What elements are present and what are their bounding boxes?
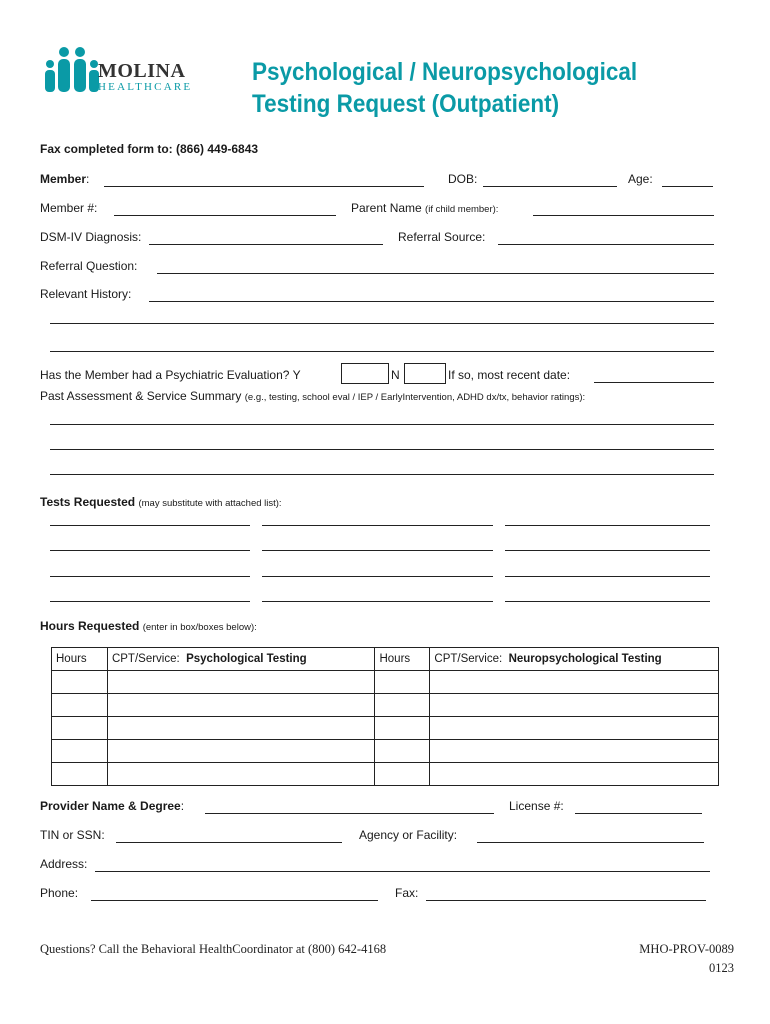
parent-name-field[interactable] <box>533 215 714 216</box>
cpt-cell[interactable] <box>430 717 719 740</box>
fax-label: Fax: <box>395 886 419 900</box>
hours-cell[interactable] <box>375 694 430 717</box>
fax-instructions: Fax completed form to: (866) 449-6843 <box>40 142 259 156</box>
relevant-history-line-3[interactable] <box>50 351 714 352</box>
address-label: Address: <box>40 857 88 871</box>
dob-field[interactable] <box>483 186 617 187</box>
test-field[interactable] <box>50 576 250 577</box>
table-row <box>52 671 719 694</box>
test-field[interactable] <box>262 525 493 526</box>
hours-header: Hours <box>375 648 430 671</box>
license-label: License #: <box>509 799 564 813</box>
agency-label: Agency or Facility: <box>359 828 458 842</box>
age-field[interactable] <box>662 186 713 187</box>
form-code-line-1: MHO-PROV-0089 <box>639 942 734 956</box>
tests-requested-label: Tests Requested (may substitute with attached list): <box>40 495 282 509</box>
hours-cell[interactable] <box>375 717 430 740</box>
license-field[interactable] <box>575 813 702 814</box>
test-field[interactable] <box>505 576 710 577</box>
member-number-field[interactable] <box>114 215 336 216</box>
referral-source-label: Referral Source: <box>398 230 486 244</box>
parent-name-label: Parent Name (if child member): <box>351 201 499 215</box>
psych-eval-no-label: N <box>391 368 400 382</box>
relevant-history-label: Relevant History: <box>40 287 132 301</box>
relevant-history-line-2[interactable] <box>50 323 714 324</box>
fax-field[interactable] <box>426 900 706 901</box>
age-label: Age: <box>628 172 653 186</box>
past-assessment-label: Past Assessment & Service Summary (e.g., testing, school eval / IEP / EarlyIntervention, ADHD dx/tx, behavior ratings): <box>40 389 586 403</box>
tin-field[interactable] <box>116 842 342 843</box>
logo-sub: HEALTHCARE <box>98 81 193 93</box>
cpt-cell[interactable] <box>430 740 719 763</box>
page-title <box>252 56 637 120</box>
hours-header: Hours <box>52 648 108 671</box>
referral-source-field[interactable] <box>498 244 714 245</box>
past-assessment-line-1[interactable] <box>50 424 714 425</box>
dsm-diagnosis-label: DSM-IV Diagnosis: <box>40 230 142 244</box>
dsm-diagnosis-field[interactable] <box>149 244 383 245</box>
cpt-cell[interactable] <box>107 717 375 740</box>
test-field[interactable] <box>50 550 250 551</box>
psych-eval-no-box[interactable] <box>404 363 446 384</box>
provider-name-label: Provider Name & Degree: <box>40 799 185 813</box>
questions-footer: Questions? Call the Behavioral HealthCoordinator at (800) 642-4168 <box>40 942 387 956</box>
table-row <box>52 763 719 786</box>
table-row <box>52 740 719 763</box>
psych-eval-yes-box[interactable] <box>341 363 389 384</box>
referral-question-field[interactable] <box>157 273 714 274</box>
logo-name: MOLINA <box>98 60 186 82</box>
phone-field[interactable] <box>91 900 378 901</box>
cpt-cell[interactable] <box>107 694 375 717</box>
form-code <box>620 942 734 976</box>
relevant-history-field[interactable] <box>149 301 714 302</box>
member-field[interactable] <box>104 186 424 187</box>
phone-label: Phone: <box>40 886 79 900</box>
dob-label: DOB: <box>448 172 478 186</box>
provider-name-field[interactable] <box>205 813 494 814</box>
form-code-line-2: 0123 <box>709 961 734 975</box>
people-icon <box>42 46 100 94</box>
hours-requested-label: Hours Requested (enter in box/boxes below): <box>40 619 257 633</box>
address-field[interactable] <box>95 871 710 872</box>
hours-cell[interactable] <box>52 740 108 763</box>
title-line-2: Testing Request (Outpatient) <box>252 90 560 118</box>
hours-cell[interactable] <box>375 671 430 694</box>
hours-cell[interactable] <box>52 671 108 694</box>
cpt-cell[interactable] <box>107 763 375 786</box>
hours-cell[interactable] <box>52 763 108 786</box>
title-line-1: Psychological / Neuropsychological <box>252 58 638 86</box>
recent-date-field[interactable] <box>594 382 714 383</box>
test-field[interactable] <box>262 601 493 602</box>
cpt-cell[interactable] <box>430 763 719 786</box>
hours-cell[interactable] <box>375 740 430 763</box>
test-field[interactable] <box>505 550 710 551</box>
test-field[interactable] <box>262 576 493 577</box>
hours-cell[interactable] <box>52 694 108 717</box>
hours-cell[interactable] <box>375 763 430 786</box>
referral-question-label: Referral Question: <box>40 259 138 273</box>
test-field[interactable] <box>505 525 710 526</box>
test-field[interactable] <box>505 601 710 602</box>
cpt-header-neuro: CPT/Service: Neuropsychological Testing <box>430 648 719 671</box>
cpt-header-psych: CPT/Service: Psychological Testing <box>107 648 375 671</box>
cpt-cell[interactable] <box>107 671 375 694</box>
psych-eval-question: Has the Member had a Psychiatric Evaluation? Y <box>40 368 301 382</box>
cpt-cell[interactable] <box>430 694 719 717</box>
tin-label: TIN or SSN: <box>40 828 105 842</box>
cpt-cell[interactable] <box>107 740 375 763</box>
test-field[interactable] <box>50 601 250 602</box>
hours-table <box>51 647 719 786</box>
member-label: Member: <box>40 172 90 186</box>
hours-cell[interactable] <box>52 717 108 740</box>
table-row <box>52 694 719 717</box>
agency-field[interactable] <box>477 842 704 843</box>
member-number-label: Member #: <box>40 201 98 215</box>
past-assessment-line-3[interactable] <box>50 474 714 475</box>
table-row <box>52 648 719 671</box>
test-field[interactable] <box>50 525 250 526</box>
cpt-cell[interactable] <box>430 671 719 694</box>
recent-date-label: If so, most recent date: <box>448 368 571 382</box>
table-row <box>52 717 719 740</box>
past-assessment-line-2[interactable] <box>50 449 714 450</box>
test-field[interactable] <box>262 550 493 551</box>
